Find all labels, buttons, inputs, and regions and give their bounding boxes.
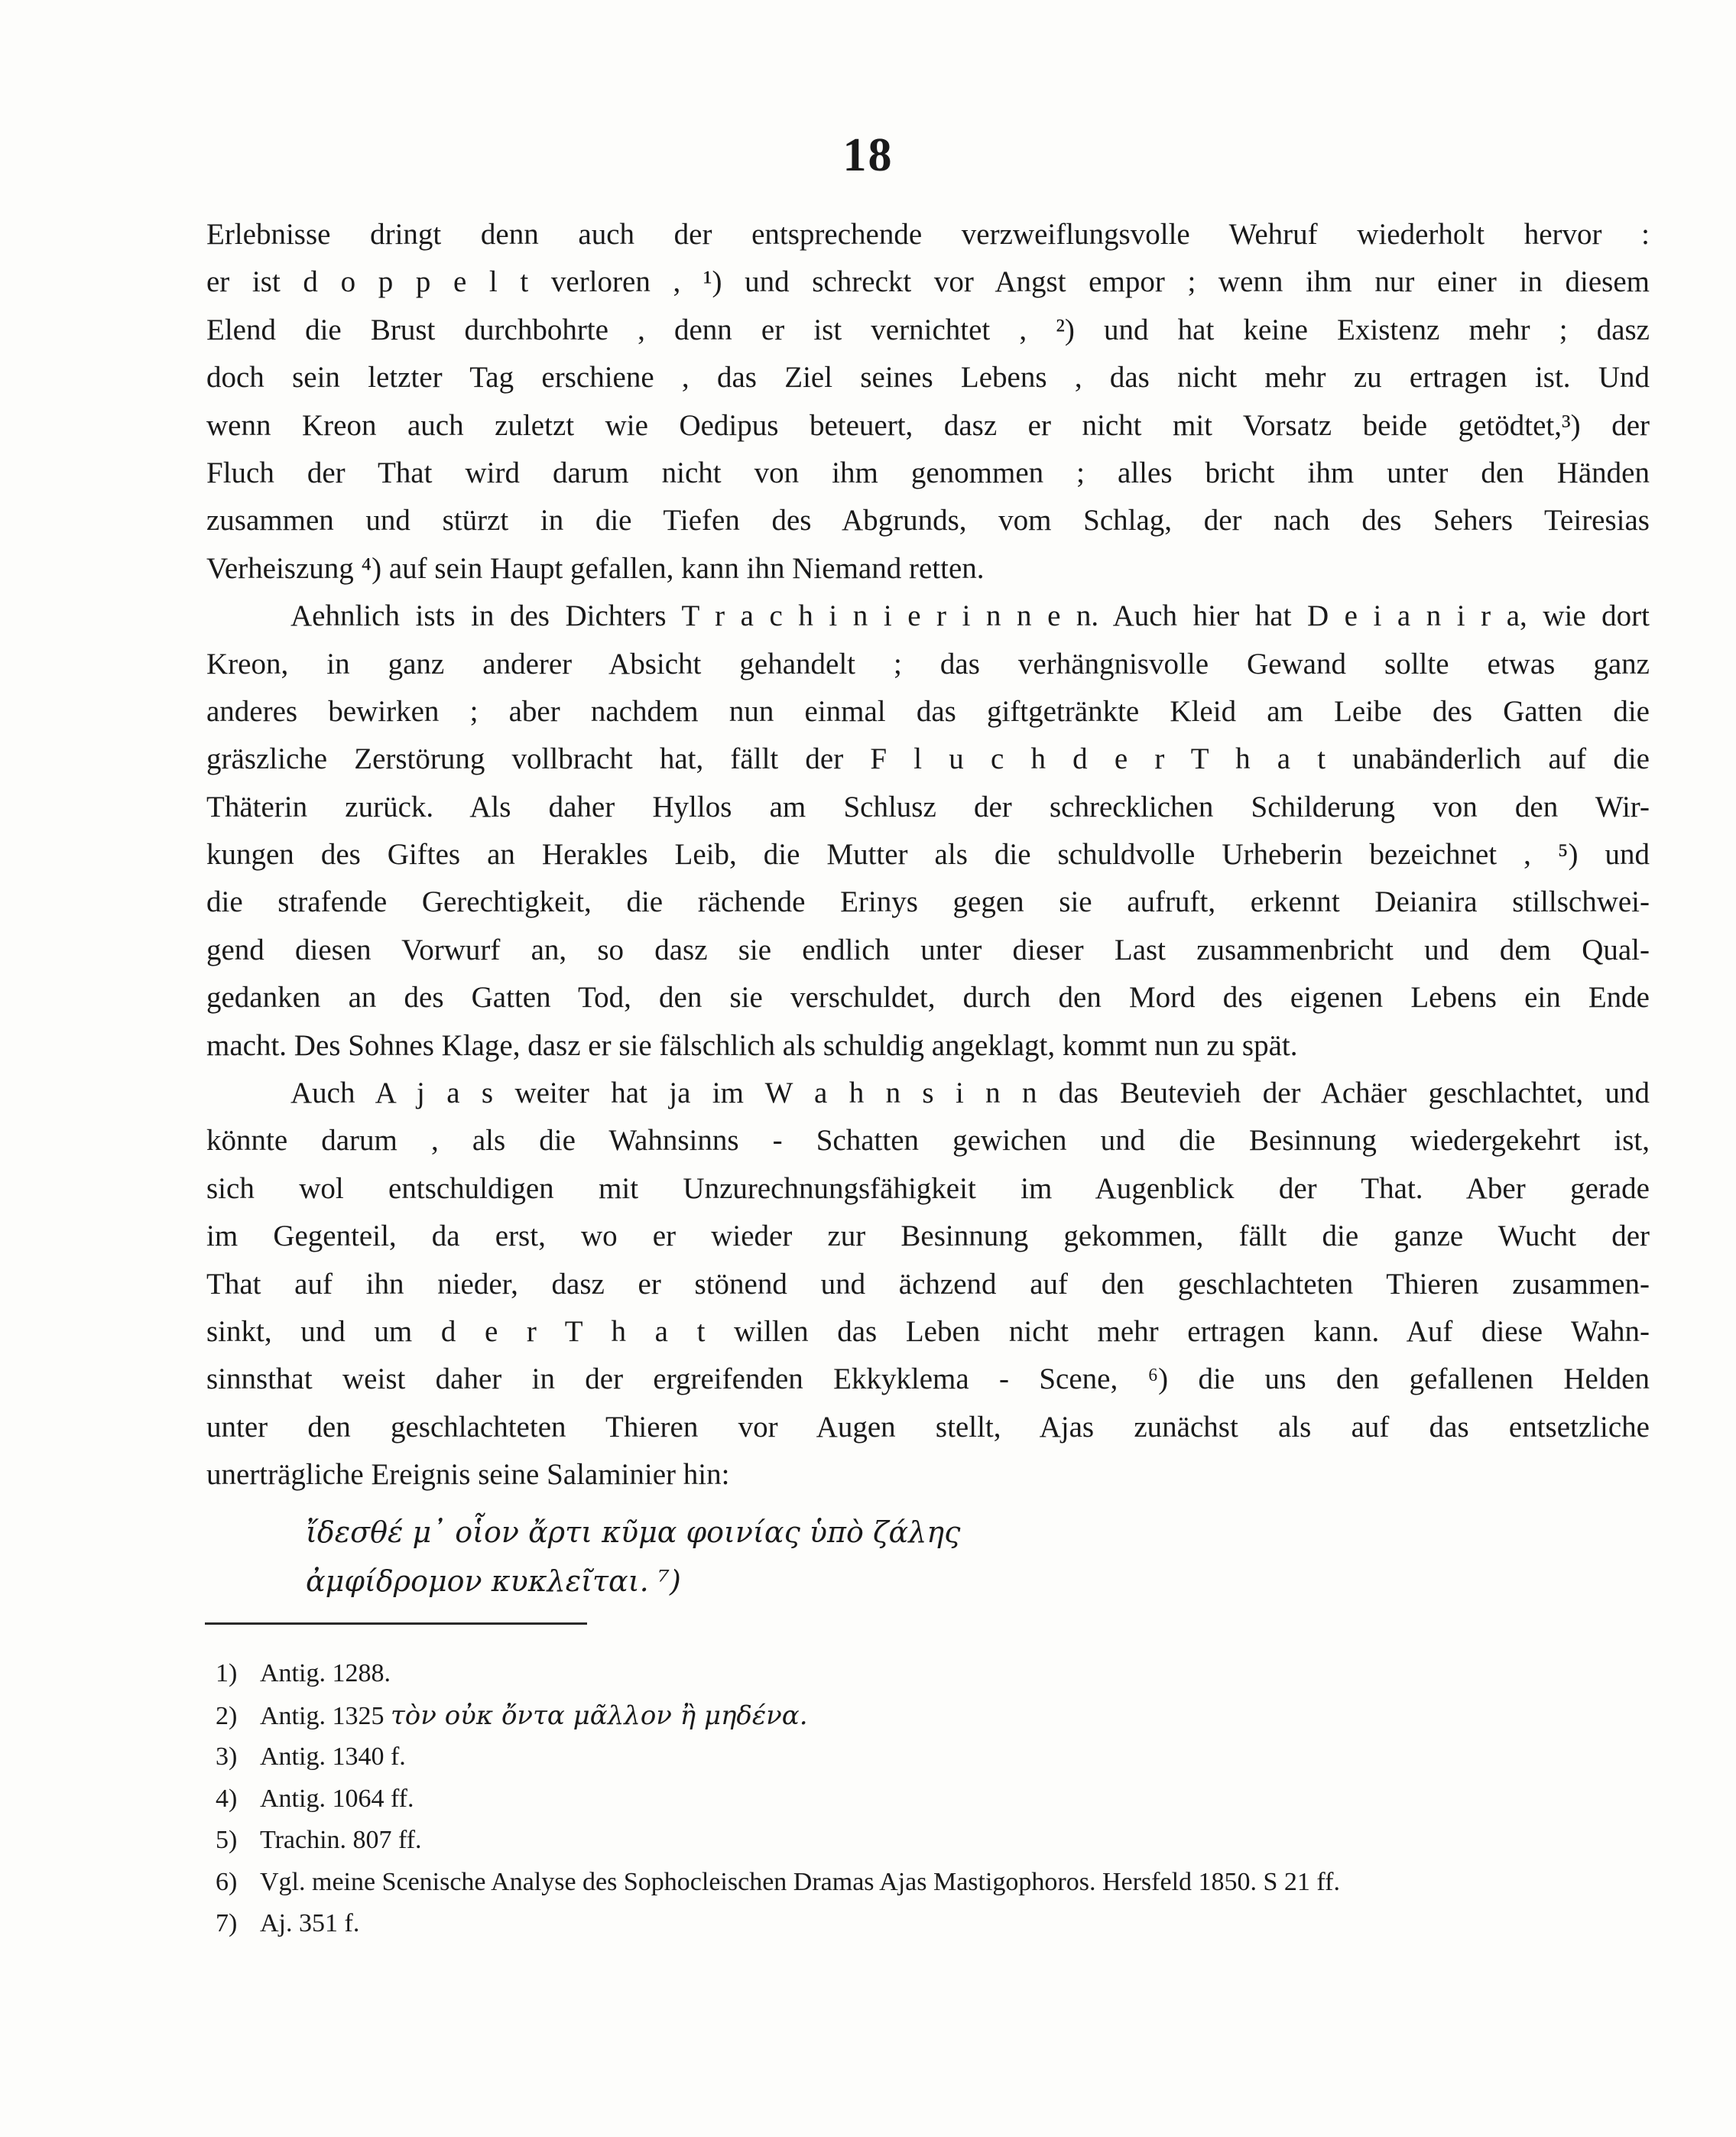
greek-quote-line: ἴδεσθέ μ᾽ οἷον ἄρτι κῦμα φοινίας ὑπὸ ζάλης: [306, 1515, 961, 1549]
body-line: sinnsthat weist daher in der ergreifenden Ekkyklema - Scene, ⁶) die uns den gefallenen Helden: [206, 1362, 1650, 1396]
body-line: im Gegenteil, da erst, wo er wieder zur Besinnung gekommen, fällt die ganze Wucht der: [206, 1220, 1650, 1253]
footnote: [216, 1778, 1340, 1820]
body-line: That auf ihn nieder, dasz er stönend und ächzend auf den geschlachteten Thieren zusammen-: [206, 1267, 1650, 1301]
body-line: gend diesen Vorwurf an, so dasz sie endlich unter dieser Last zusammenbricht und dem Qual-: [206, 933, 1650, 966]
body-line: Erlebnisse dringt denn auch der entsprechende verzweiflungsvolle Wehruf wiederholt hervor :: [206, 218, 1650, 251]
footnote-number: 3): [216, 1742, 238, 1771]
footnote-text: Vgl. meine Scenische Analyse des Sophocleischen Dramas Ajas Mastigophoros. Hersfeld 1850. S 21 ff.: [260, 1867, 1340, 1896]
footnote-text: Trachin. 807 ff.: [260, 1826, 422, 1854]
footnote: [216, 1820, 1340, 1862]
body-line: sich wol entschuldigen mit Unzurechnungsfähigkeit im Augenblick der That. Aber gerade: [206, 1171, 1650, 1205]
footnote: [216, 1695, 1340, 1737]
footnote-separator: [205, 1622, 587, 1625]
body-line: gräszliche Zerstörung vollbracht hat, fällt der F l u c h d e r T h a t unabänderlich auf die: [206, 742, 1650, 776]
footnote-number: 6): [216, 1867, 238, 1896]
body-line: kungen des Giftes an Herakles Leib, die Mutter als die schuldvolle Urheberin bezeichnet , ⁵) und: [206, 838, 1650, 872]
greek-quote-line: ἀμφίδρομον κυκλεῖται. ⁷): [306, 1564, 681, 1598]
body-line: gedanken an des Gatten Tod, den sie verschuldet, durch den Mord des eigenen Lebens ein Ende: [206, 981, 1650, 1015]
footnote: [216, 1653, 1340, 1695]
footnote-number: 1): [216, 1659, 238, 1687]
body-line: zusammen und stürzt in die Tiefen des Abgrunds, vom Schlag, der nach des Sehers Teiresias: [206, 504, 1650, 537]
footnote-greek-text: τὸν οὐκ ὄντα μᾶλλον ἢ μηδένα.: [390, 1700, 808, 1731]
body-line: anderes bewirken ; aber nachdem nun einmal das giftgetränkte Kleid am Leibe des Gatten die: [206, 694, 1650, 728]
footnote-number: 7): [216, 1909, 238, 1937]
footnote-number: 4): [216, 1784, 238, 1813]
footnote-text: Antig. 1288.: [260, 1659, 391, 1687]
footnote-number: 5): [216, 1826, 238, 1854]
footnote-text: Aj. 351 f.: [260, 1909, 360, 1937]
footnote: [216, 1862, 1340, 1904]
footnotes: [216, 1653, 1340, 1945]
body-line: doch sein letzter Tag erschiene , das Ziel seines Lebens , das nicht mehr zu ertragen ist. Und: [206, 361, 1650, 395]
body-line: Thäterin zurück. Als daher Hyllos am Schlusz der schrecklichen Schilderung von den Wir-: [206, 790, 1650, 823]
body-line: Aehnlich ists in des Dichters T r a c h i n i e r i n n e n. Auch hier hat D e i a n i r a, wie dort: [290, 599, 1650, 633]
body-line: wenn Kreon auch zuletzt wie Oedipus beteuert, dasz er nicht mit Vorsatz beide getödtet,³) der: [206, 408, 1650, 442]
footnote: [216, 1736, 1340, 1778]
page-number: 18: [842, 129, 894, 181]
body-line: Kreon, in ganz anderer Absicht gehandelt ; das verhängnisvolle Gewand sollte etwas ganz: [206, 647, 1650, 680]
body-line: er ist d o p p e l t verloren , ¹) und schreckt vor Angst empor ; wenn ihm nur einer in diesem: [206, 265, 1650, 299]
body-line: sinkt, und um d e r T h a t willen das Leben nicht mehr ertragen kann. Auf diese Wahn-: [206, 1314, 1650, 1348]
body-line: macht. Des Sohnes Klage, dasz er sie fälschlich als schuldig angeklagt, kommt nun zu spät.: [206, 1028, 1298, 1062]
body-line: Verheiszung ⁴) auf sein Haupt gefallen, kann ihn Niemand retten.: [206, 551, 985, 585]
body-line: könnte darum , als die Wahnsinns - Schatten gewichen und die Besinnung wiedergekehrt ist,: [206, 1124, 1650, 1158]
body-line: die strafende Gerechtigkeit, die rächende Erinys gegen sie aufruft, erkennt Deianira stillschwei-: [206, 885, 1650, 919]
footnote-text: Antig. 1340 f.: [260, 1742, 406, 1771]
body-line: Elend die Brust durchbohrte , denn er ist vernichtet , ²) und hat keine Existenz mehr ; dasz: [206, 313, 1650, 346]
footnote-text: Antig. 1325: [260, 1701, 385, 1730]
body-line: unerträgliche Ereignis seine Salaminier hin:: [206, 1458, 730, 1492]
footnote: [216, 1903, 1340, 1945]
body-line: Fluch der That wird darum nicht von ihm genommen ; alles bricht ihm unter den Händen: [206, 456, 1650, 489]
body-text: [206, 211, 1650, 1499]
body-line: Auch A j a s weiter hat ja im W a h n s i n n das Beutevieh der Achäer geschlachtet, und: [290, 1077, 1650, 1110]
greek-quote: [306, 1508, 960, 1606]
footnote-number: 2): [216, 1701, 238, 1730]
footnote-text: Antig. 1064 ff.: [260, 1784, 414, 1813]
body-line: unter den geschlachteten Thieren vor Augen stellt, Ajas zunächst als auf das entsetzliche: [206, 1410, 1650, 1444]
